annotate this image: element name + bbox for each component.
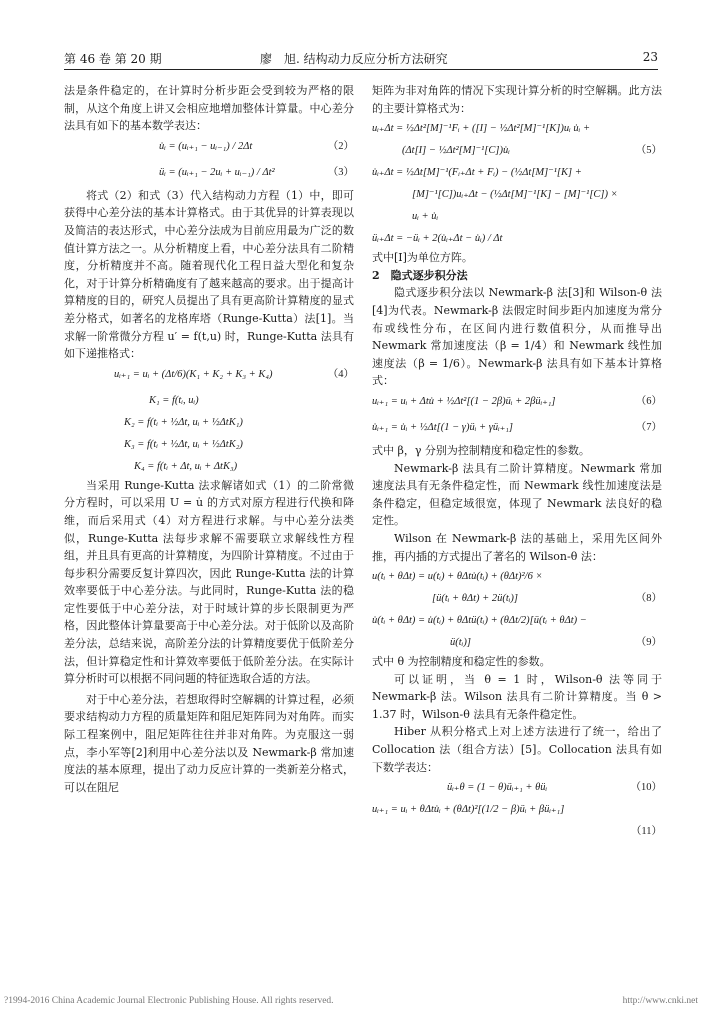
paragraph: 隐式逐步积分法以 Newmark-β 法[3]和 Wilson-θ 法[4]为代表。Newmark-β 法假定时间步距内加速度为常分布或线性分布，在区间内进行数值积分，从而推导出 Newmark 常加速度法（β = 1/4）和 Newmark 线性加速度法（β = 1/6）。Newmark-β 法具有如下基本计算格式： (372, 286, 662, 388)
equation-k4: K₄ = f(tᵢ + Δt, uᵢ + ΔtK₃) (134, 460, 238, 472)
equation-8-line1: u(tᵢ + θΔt) = u(tᵢ) + θΔtu̇(tᵢ) + (θΔt)²/6 × (372, 571, 543, 583)
paragraph: 式中 β，γ 分别为控制精度和稳定性的参数。 (372, 443, 590, 457)
equation-2: u̇ᵢ = (uᵢ₊₁ − uᵢ₋₁) / 2Δt （2） (159, 140, 354, 152)
equation-9-line1: u̇(tᵢ + θΔt) = u̇(tᵢ) + θΔtü(tᵢ) + (θΔt/2)[ü(tᵢ + θΔt) − (372, 615, 587, 627)
equation-4: uᵢ₊₁ = uᵢ + (Δt/6)(K₁ + K₂ + K₃ + K₄) （4） (114, 368, 354, 380)
equation-6a-line4: üᵢ₊Δt = −üᵢ + 2(u̇ᵢ₊Δt − u̇ᵢ) / Δt (372, 233, 503, 245)
equation-10: üᵢ₊θ = (1 − θ)üᵢ₊₁ + θüᵢ （10） (447, 782, 662, 794)
paragraph: 式中 θ 为控制精度和稳定性的参数。 (372, 655, 551, 669)
equation-3: üᵢ = (uᵢ₊₁ − 2uᵢ + uᵢ₋₁) / Δt² （3） (159, 166, 354, 178)
equation-8-line2: [ü(tᵢ + θΔt) + 2ü(tᵢ)] （8） (432, 593, 662, 605)
equation-6a-line2: [M]⁻¹[C])uᵢ₊Δt − (½Δt[M]⁻¹[K] − [M]⁻¹[C]) × (412, 189, 618, 201)
equation-6a-line1: u̇ᵢ₊Δt = ½Δt[M]⁻¹(Fᵢ₊Δt + Fᵢ) − (½Δt[M]⁻¹[K] + (372, 167, 582, 179)
equation-6a-line3: uᵢ + u̇ᵢ (412, 211, 439, 223)
equation-11: uᵢ₊₁ = uᵢ + θΔtu̇ᵢ + (θΔt)²[(1/2 − β)üᵢ + βüᵢ₊₁] (372, 804, 565, 816)
footer-url: http://www.cnki.net (622, 996, 698, 1006)
paragraph: 将式（2）和式（3）代入结构动力方程（1）中，即可获得中心差分法的基本计算格式。由于其优异的计算表现以及简洁的表达形式，中心差分法成为目前应用最为广泛的数值计算方法之一。从分析精度上看，中心差分法具有二阶精度，分析精度并不高。随着现代化工程日益大型化和复杂化，对于计算分析精确度有了越来越高的要求。出于提高计算精度的目的，研究人员提出了具有更高阶计算精度的显式差分格式，如著名的龙格库塔（Runge-Kutta）法[1]。当求解一阶常微分方程 u′ = f(t,u) 时，Runge-Kutta 法具有如下递推格式： (64, 188, 354, 361)
paragraph: 当采用 Runge-Kutta 法求解诸如式（1）的二阶常微分方程时，可以采用 U = u̇ 的方式对原方程进行代换和降维，而后采用式（4）对方程进行求解。与中心差分法类似，Runge-Kutta 法每步求解不需要联立求解线性方程组，并且具有更高的计算精度，为四阶计算精度。不过由于每步积分需要反复计算四次，因此 Runge-Kutta 法的计算效率要低于中心差分法。与此同时，Runge-Kutta 法的稳定性要低于中心差分法，对于时域计算的步长限制更为严格，因此整体计算量要高于中心差分法。对于低阶以及高阶差分法，总结来说，高阶差分法的计算精度要优于低阶差分法，但计算稳定性和计算效率要低于低阶差分法。在实际计算分析时可以根据不同问题的特征选取合适的方法。 (64, 478, 354, 686)
header-rule (64, 69, 658, 70)
section-heading: 2 隐式逐步积分法 (372, 268, 468, 282)
paragraph: 法是条件稳定的，在计算时分析步距会受到较为严格的限制，从这个角度上讲又会相应地增加整体计算量。中心差分法具有如下的基本数学表达： (64, 84, 354, 133)
paragraph: Hiber 从积分格式上对上述方法进行了统一，给出了 Collocation 法（组合方法）[5]。Collocation 法具有如下数学表达： (372, 725, 662, 774)
paragraph: 对于中心差分法，若想取得时空解耦的计算过程，必须要求结构动力方程的质量矩阵和阻尼矩阵同为对角阵。而实际工程案例中，阻尼矩阵往往并非对角阵。为克服这一弱点，李小军等[2]利用中心差分法以及 Newmark-β 常加速度法的基本原理，提出了动力反应计算的一类新差分格式，可以在阻尼 (64, 692, 354, 794)
equation-k3: K₃ = f(tᵢ + ½Δt, uᵢ + ½ΔtK₂) (124, 438, 243, 450)
article-running-title: 廖 旭. 结构动力反应分析方法研究 (260, 52, 448, 66)
paragraph: 可以证明，当 θ = 1 时，Wilson-θ 法等同于 Newmark-β 法。Wilson 法具有二阶计算精度。当 θ > 1.37 时，Wilson-θ 法具有无条件稳定性。 (372, 672, 662, 721)
equation-5-line2: (Δt[I] − ½Δt²[M]⁻¹[C])u̇ᵢ （5） (402, 145, 662, 157)
equation-5-line1: uᵢ₊Δt = ½Δt²[M]⁻¹Fᵢ + ([I] − ½Δt²[M]⁻¹[K])uᵢ u̇ᵢ + (372, 123, 591, 135)
copyright-notice: ?1994-2016 China Academic Journal Electronic Publishing House. All rights reserved. (4, 996, 334, 1006)
equation-k1: K₁ = f(tᵢ, uᵢ) (149, 394, 199, 406)
paragraph: Wilson 在 Newmark-β 法的基础上，采用先区间外推，再内插的方式提出了著名的 Wilson-θ 法： (372, 531, 662, 563)
right-column (372, 82, 662, 842)
equation-7: u̇ᵢ₊₁ = u̇ᵢ + ½Δt[(1 − γ)üᵢ + γüᵢ₊₁] （7） (372, 421, 662, 433)
equation-11-number: （11） (630, 826, 662, 838)
equation-6: uᵢ₊₁ = uᵢ + Δtu̇ + ½Δt²[(1 − 2β)üᵢ + 2βüᵢ₊₁] （6） (372, 395, 662, 407)
paragraph: 矩阵为非对角阵的情况下实现计算分析的时空解耦。此方法的主要计算格式为： (372, 84, 662, 115)
equation-k2: K₂ = f(tᵢ + ½Δt, uᵢ + ½ΔtK₁) (124, 416, 243, 428)
page-header (64, 50, 658, 68)
left-column (64, 82, 354, 796)
page-number: 23 (642, 50, 658, 64)
paragraph: 式中[I]为单位方阵。 (372, 251, 473, 265)
equation-9-line2: ü(tᵢ)] （9） (450, 637, 662, 649)
journal-issue: 第 46 卷 第 20 期 (64, 52, 162, 66)
paragraph: Newmark-β 法具有二阶计算精度。Newmark 常加速度法具有无条件稳定性，而 Newmark 线性加速度法是条件稳定，但稳定域很宽，体现了 Newmark 法良好的稳定性。 (372, 461, 662, 528)
